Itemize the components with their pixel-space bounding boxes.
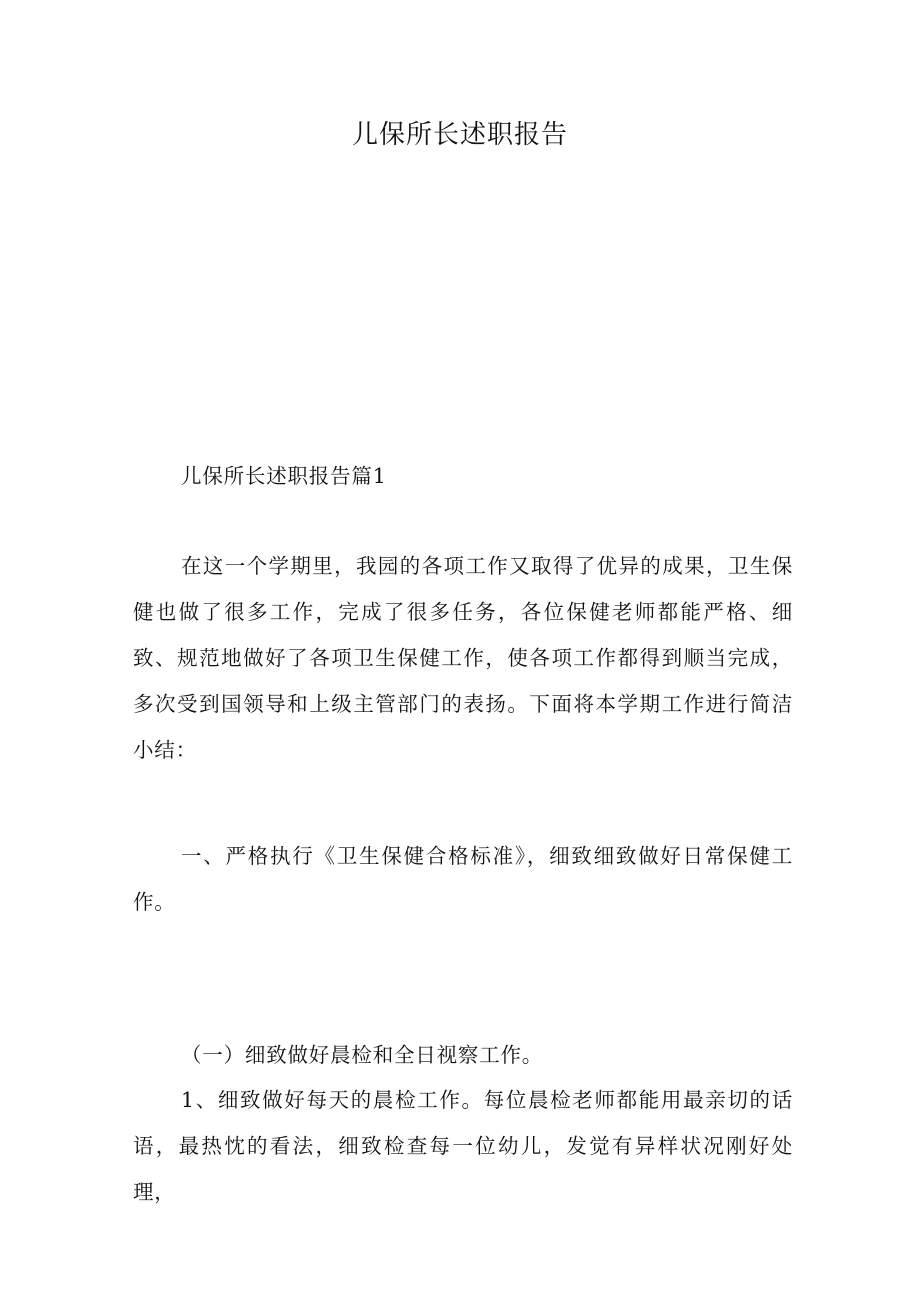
document-subtitle: 儿保所长述职报告篇1 [181,464,387,488]
section-heading-1: 一、严格执行《卫生保健合格标准》，细致细致做好日常保健工作。 [133,844,793,914]
document-title: 儿保所长述职报告 [351,120,568,150]
list-item-1: 1、细致做好每天的晨检工作。每位晨检老师都能用最亲切的话语，最热忱的看法，细致检查每一位幼儿，发觉有异样状况刚好处理， [133,1088,793,1204]
subsection-heading-1: （一）细致做好晨检和全日视察工作。 [181,1043,544,1067]
intro-paragraph: 在这一个学期里，我园的各项工作又取得了优异的成果，卫生保健也做了很多工作，完成了很多任务，各位保健老师都能严格、细致、规范地做好了各项卫生保健工作，使各项工作都得到顺当完成，多次受到国领导和上级主管部门的表扬。下面将本学期工作进行简洁小结： [133,554,793,762]
